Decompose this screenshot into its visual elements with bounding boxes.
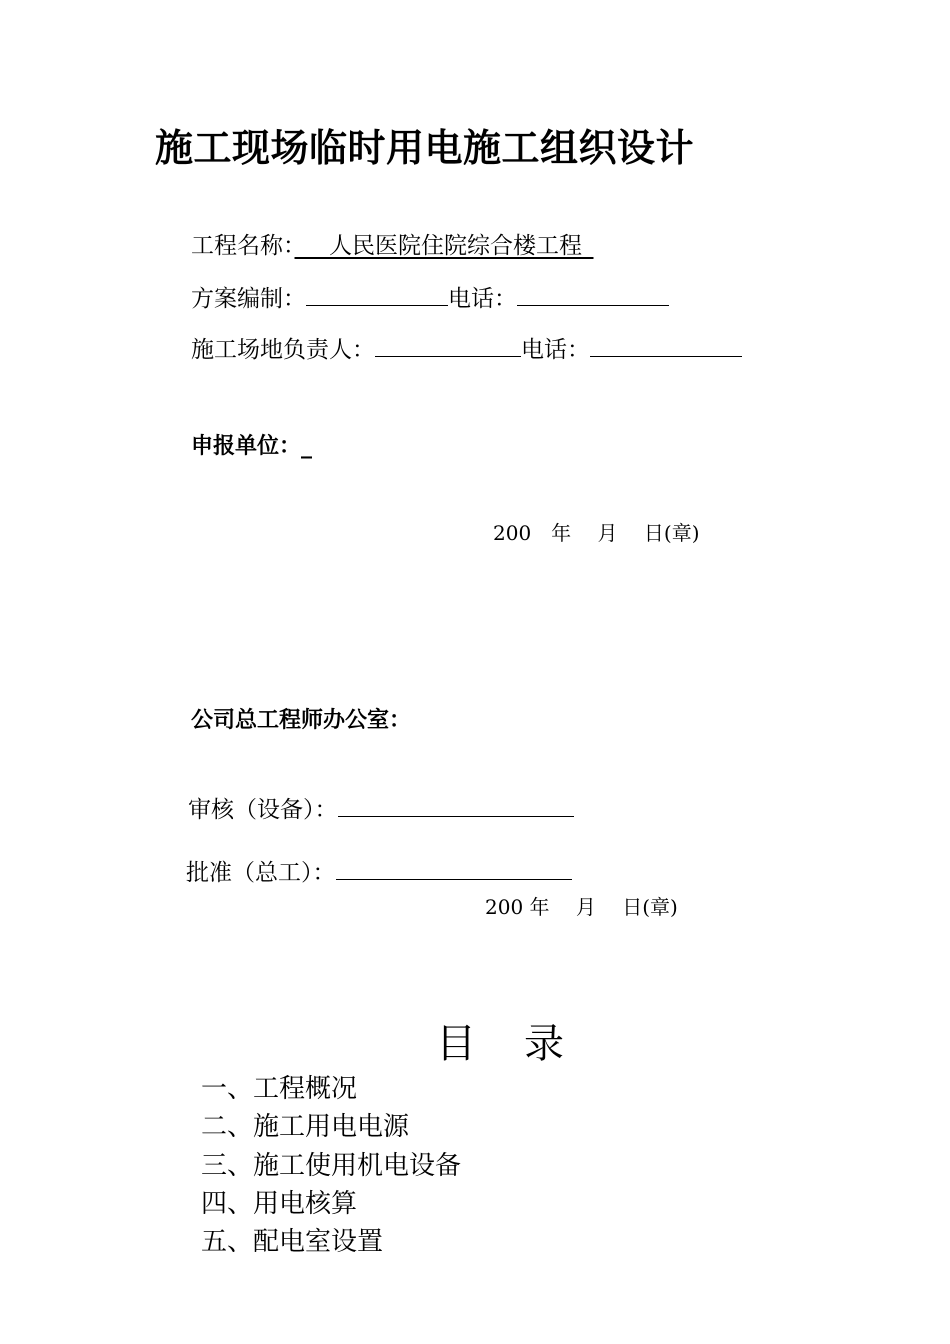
review-label: 审核（设备）： [188,797,338,823]
plan-author-blank [306,281,448,306]
site-manager-blank [375,332,521,357]
toc-title: 目 录 [436,1021,568,1067]
approve-row [186,855,572,889]
approve-label: 批准（总工）： [186,860,336,886]
site-manager-label: 施工场地负责人： [191,337,375,363]
applicant-label: 申报单位：_ [191,434,313,459]
approve-blank [336,855,572,880]
phone-blank-2 [590,332,742,357]
plan-author-label: 方案编制： [191,286,306,312]
toc-item[interactable]: 三、施工使用机电设备 [201,1151,462,1181]
project-name-row [191,230,594,262]
phone-label-2: 电话： [521,337,590,363]
project-name-value: 人民医院住院综合楼工程 [329,233,582,259]
review-row [188,792,574,826]
approval-date: 200 年 月 日(章) [485,895,678,919]
toc-item[interactable]: 五、配电室设置 [201,1227,384,1257]
document-title: 施工现场临时用电施工组织设计 [155,126,695,170]
toc-item[interactable]: 一、工程概况 [201,1074,358,1104]
project-name-value-wrapper [295,233,594,259]
submission-date: 200 年 月 日(章) [493,521,700,545]
site-manager-row [191,332,742,366]
toc-item[interactable]: 二、施工用电电源 [201,1112,410,1142]
review-blank [338,792,574,817]
plan-author-row [191,281,669,315]
phone-blank-1 [517,281,669,306]
toc-item[interactable]: 四、用电核算 [201,1189,358,1219]
project-name-label: 工程名称： [191,233,295,259]
chief-engineer-office-label: 公司总工程师办公室： [191,708,412,733]
phone-label-1: 电话： [448,286,517,312]
